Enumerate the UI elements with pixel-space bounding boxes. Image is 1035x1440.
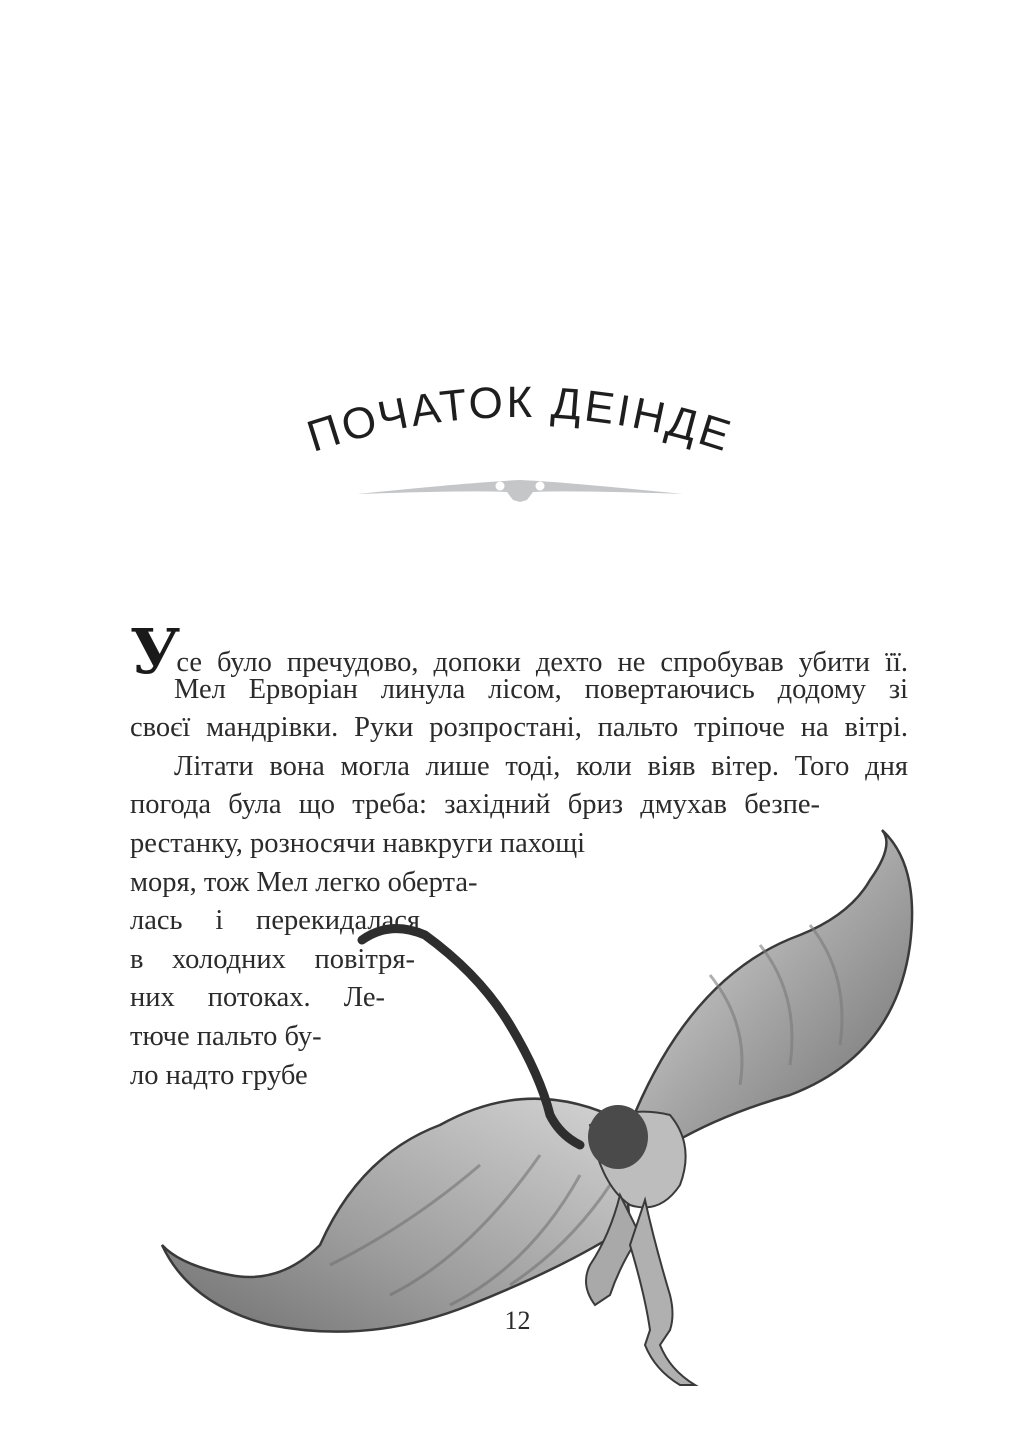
chapter-title	[290, 377, 750, 465]
text-line-7: моря, тож Мел легко оберта-	[130, 866, 478, 898]
text-line-4: Літати вона могла лише тоді, коли віяв вітер. Того дня	[174, 750, 908, 782]
text-line-8: лась і перекидалася	[130, 905, 420, 937]
text-line-1: Усе було пречудово, допоки дехто не спробував убити її.	[130, 615, 908, 688]
text-line-12: ло надто грубе	[130, 1059, 308, 1091]
text-line-5: погода була що треба: західний бриз дмухав безпе-	[130, 789, 820, 821]
chapter-title-text: ПОЧАТОК ДЕІНДЕ	[301, 377, 739, 462]
chapter-title-arc	[290, 377, 750, 465]
drop-cap: У	[130, 615, 177, 688]
svg-text:ПОЧАТОК ДЕІНДЕ	[301, 378, 738, 462]
text-line-10: них потоках. Ле-	[130, 982, 385, 1014]
chapter-ornament-divider	[355, 470, 685, 502]
text-line-2: Мел Ерворіан линула лісом, повертаючись додому зі	[174, 673, 908, 705]
page-number: 12	[504, 1306, 531, 1335]
text-line-11: тюче пальто бу-	[130, 1020, 322, 1052]
text-line-9: в холодних повітря-	[130, 943, 415, 975]
text-line-6: рестанку, розносячи навкруги пахощі	[130, 827, 586, 859]
text-line-3: своєї мандрівки. Руки розпростані, пальто тріпоче на вітрі.	[130, 712, 908, 744]
